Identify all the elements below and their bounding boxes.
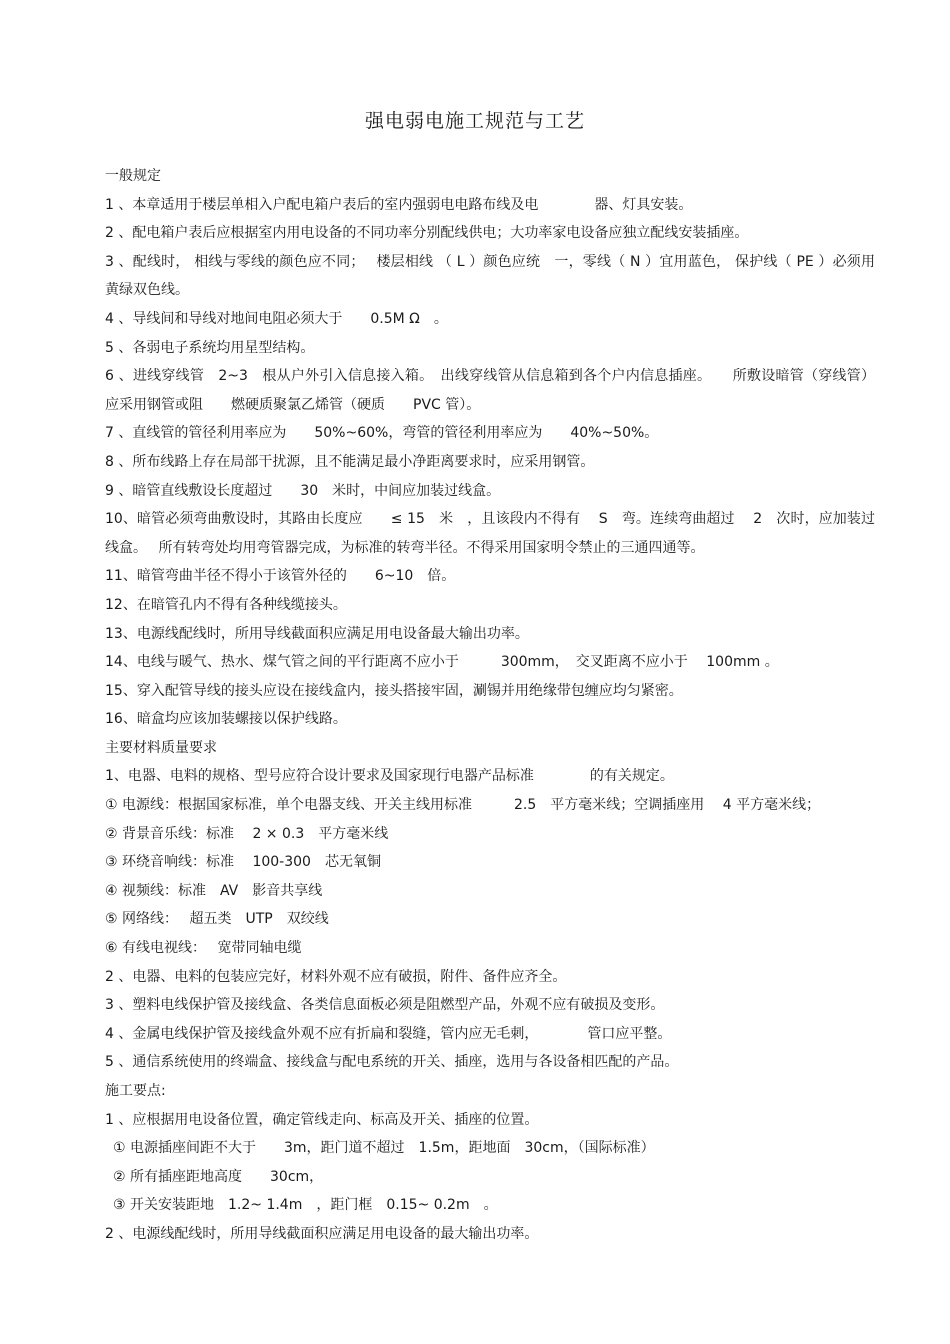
construction-item: ① 电源插座间距不大于 3m，距门道不超过 1.5m，距地面 30cm，（国际标准） [113,1140,655,1157]
section-heading-general: 一般规定 [105,168,161,184]
rule-item: 11、暗管弯曲半径不得小于该管外径的 6~10 倍。 [105,568,456,585]
construction-item: ③ 开关安装距地 1.2~ 1.4m ，距门框 0.15~ 0.2m 。 [113,1197,498,1214]
material-item: ① 电源线：根据国家标准，单个电器支线、开关主线用标准 2.5 平方毫米线；空调插座用 4 平方毫米线； [105,797,821,814]
rule-item: 7 、直线管的管径利用率应为 50%~60%，弯管的管径利用率应为 40%~50%。 [105,425,659,442]
material-item: ⑥ 有线电视线： 宽带同轴电缆 [105,940,302,957]
construction-item: 2 、电源线配线时，所用导线截面积应满足用电设备的最大输出功率。 [105,1225,539,1242]
rule-item: 5 、各弱电子系统均用星型结构。 [105,339,315,356]
rule-item: 16、暗盒均应该加装螺接以保护线路。 [105,711,347,728]
section-heading-materials: 主要材料质量要求 [105,739,217,756]
document-body [105,162,875,1249]
material-item: ② 背景音乐线：标准 2 × 0.3 平方毫米线 [105,825,389,842]
rule-item: 12、在暗管孔内不得有各种线缆接头。 [105,596,347,613]
rule-item: 14、电线与暖气、热水、煤气管之间的平行距离不应小于 300mm， 交叉距离不应小于 100mm 。 [105,654,779,671]
rule-item: 3 、配线时， 相线与零线的颜色应不同； 楼层相线 （ L ）颜色应统 一，零线（ N ）宜用蓝色， 保护线（ PE ）必须用黄绿双色线。 [105,253,875,299]
rule-item: 10、暗管必须弯曲敷设时，其路由长度应 ≤ 15 米 ，且该段内不得有 S 弯。连续弯曲超过 2 次时，应加装过线盒。 所有转弯处均用弯管器完成，为标准的转弯半径。不得采用国家明令禁止的三通四通等。 [105,511,875,556]
material-item: 2 、电器、电料的包装应完好，材料外观不应有破损，附件、备件应齐全。 [105,968,567,985]
document-title: 强电弱电施工规范与工艺 [364,110,585,132]
rule-item: 8 、所布线路上存在局部干扰源，且不能满足最小净距离要求时，应采用钢管。 [105,453,595,470]
rule-item: 9 、暗管直线敷设长度超过 30 米时，中间应加装过线盒。 [105,482,501,499]
material-item: 4 、金属电线保护管及接线盒外观不应有折扁和裂缝，管内应无毛刺， 管口应平整。 [105,1025,672,1042]
rule-item: 13、电源线配线时，所用导线截面积应满足用电设备最大输出功率。 [105,625,529,642]
material-item: ④ 视频线：标准 AV 影音共享线 [105,882,323,899]
section-heading-construction: 施工要点: [105,1083,166,1099]
rule-item: 6 、进线穿线管 2~3 根从户外引入信息接入箱。 出线穿线管从信息箱到各个户内信息插座。 所敷设暗管（穿线管）应采用钢管或阻 燃硬质聚氯乙烯管（硬质 PVC 管）。 [105,368,875,413]
rule-item: 4 、导线间和导线对地间电阻必须大于 0.5M Ω 。 [105,310,448,327]
material-item: 3 、塑料电线保护管及接线盒、各类信息面板必须是阻燃型产品，外观不应有破损及变形。 [105,997,665,1014]
material-item: 1、电器、电料的规格、型号应符合设计要求及国家现行电器产品标准 的有关规定。 [105,768,674,785]
material-item: 5 、通信系统使用的终端盒、接线盒与配电系统的开关、插座，选用与各设备相匹配的产品。 [105,1054,679,1071]
material-item: ⑤ 网络线： 超五类 UTP 双绞线 [105,911,329,928]
material-item: ③ 环绕音响线：标准 100-300 芯无氧铜 [105,854,381,871]
rule-item: 15、穿入配管导线的接头应设在接线盒内，接头搭接牢固，涮锡并用绝缘带包缠应均匀紧密。 [105,682,683,699]
construction-item: ② 所有插座距地高度 30cm， [113,1168,324,1185]
rule-item: 1 、本章适用于楼层单相入户配电箱户表后的室内强弱电电路布线及电 器、灯具安装。 [105,196,693,213]
rule-item: 2 、配电箱户表后应根据室内用电设备的不同功率分别配线供电；大功率家电设备应独立配线安装插座。 [105,225,749,242]
construction-item: 1 、应根据用电设备位置，确定管线走向、标高及开关、插座的位置。 [105,1111,539,1128]
